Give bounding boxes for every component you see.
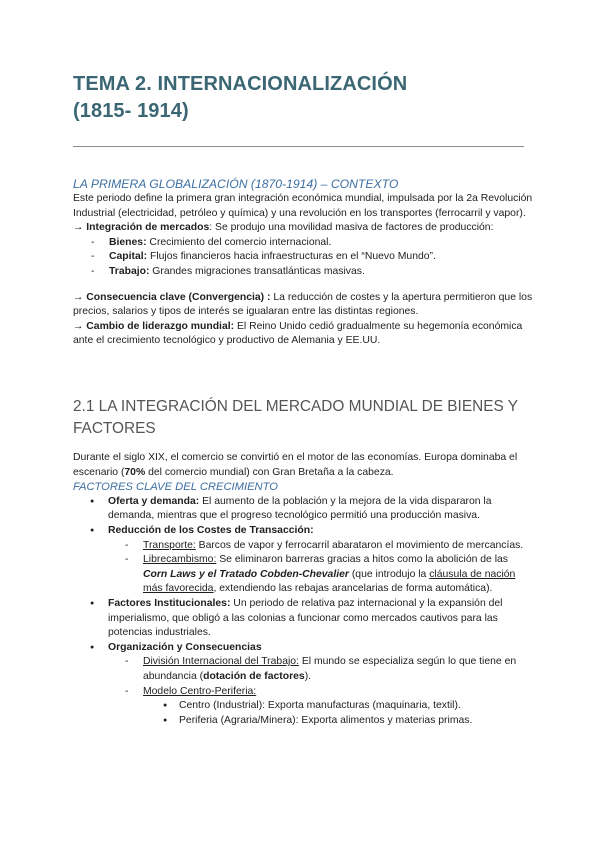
intro-bold: 70% [124,466,146,478]
item-label: Oferta y demanda: [108,495,200,507]
item-label: Organización y Consecuencias [108,641,262,653]
inner-list [143,699,535,728]
section-intro [73,451,535,480]
integration-text: : Se produjo una movilidad masiva de factores de producción: [209,222,494,234]
integration-line [73,221,533,236]
item-label: Modelo Centro-Periferia: [143,685,257,697]
convergence-text: La reducción de costes y la apertura permitieron que los precios, salarios y tipos de interés se igualaran entre las distintas regiones. [73,291,533,318]
item-text: (que introdujo la [348,568,430,580]
title-line-1: TEMA 2. INTERNACIONALIZACIÓN [73,73,408,95]
item-label: Transporte: [143,539,196,551]
list-item [123,539,535,554]
item-text: El aumento de la población y la mejora de la vida dispararon la demanda, mientras que el progreso tecnológico permitió una producción masiva. [108,495,492,522]
arrow-icon: → [73,222,87,234]
list-item [88,597,535,641]
arrow-icon: → [73,320,87,332]
horizontal-rule [73,146,524,147]
integration-label: Integración de mercados [86,222,210,234]
factors-heading: FACTORES CLAVE DEL CRECIMIENTO [73,481,278,494]
item-bold: Corn Laws y el Tratado Cobden-Chevalier [143,568,349,580]
item-label: Factores Institucionales: [108,597,231,609]
intro-text: Durante el siglo XIX, el comercio se convirtió en el motor de las economías. Europa dominaba el escenario ( [73,452,518,478]
context-section [73,176,533,349]
item-text: Crecimiento del comercio internacional. [146,236,332,248]
section-2-body [73,451,535,728]
leadership-text: El Reino Unido cedió gradualmente su hegemonía económica ante el crecimiento tecnológico y productivo de Alemania y EE.UU. [73,320,523,347]
leadership-paragraph [73,320,533,349]
list-item [89,250,533,265]
item-underline: cláusula de nación más favorecida [143,568,516,595]
section-heading: 2.1 LA INTEGRACIÓN DEL MERCADO MUNDIAL DE BIENES Y FACTORES [73,398,518,437]
item-text: Barcos de vapor y ferrocarril abarataron el movimiento de mercancías. [195,539,524,551]
list-item [89,265,533,280]
title-line-2: (1815- 1914) [73,100,189,122]
item-text: Se eliminaron barreras gracias a hitos como la abolición de las [216,554,509,566]
context-intro: Este periodo define la primera gran integración económica mundial, impulsada por la 2a Revolución Industrial (electricidad, petróleo y química) y una revolución en los transportes (ferrocarril y vapor). [73,193,533,219]
list-item: ● Centro (Industrial): Exporta manufacturas (maquinaria, textil). [161,699,535,714]
context-heading: LA PRIMERA GLOBALIZACIÓN (1870-1914) – CONTEXTO [73,177,399,191]
item-text: Grandes migraciones transatlánticas masivas. [149,265,365,277]
item-text: Flujos financieros hacia infraestructuras en el “Nuevo Mundo”. [147,251,436,263]
item-label: Librecambismo: [143,554,217,566]
item-text: Un periodo de relativa paz internacional y la expansión del imperialismo, que obligó a las colonias a funcionar como mercados cautivos para las potencias industriales. [108,597,503,639]
convergence-label: Consecuencia clave (Convergencia) : [86,291,271,303]
arrow-icon: → [73,291,87,303]
convergence-paragraph [73,291,533,320]
list-item [123,655,535,684]
list-item [123,553,535,597]
item-label: Trabajo: [109,265,150,277]
sub-list [108,655,535,728]
sub-list [108,539,535,597]
list-item [88,641,535,729]
intro-text: del comercio mundial) con Gran Bretaña a la cabeza. [145,466,394,478]
item-bold: dotación de factores [203,670,305,682]
leadership-label: Cambio de liderazgo mundial: [86,320,235,332]
list-item [123,685,535,729]
factors-list [73,495,535,729]
item-text: ). [304,670,312,682]
item-label: Capital: [109,251,148,263]
list-item: ● Periferia (Agraria/Minera): Exporta alimentos y materias primas. [161,714,535,729]
item-label: Bienes: [109,236,147,248]
list-item [88,495,535,524]
item-label: División Internacional del Trabajo: [143,656,299,668]
item-text: El mundo se especializa según lo que tiene en abundancia ( [143,656,517,682]
factor-list [73,236,533,280]
list-item [89,236,533,251]
item-text: , extendiendo las rebajas arancelarias de forma automática). [213,583,493,595]
document-title [73,71,407,125]
list-item [88,524,535,597]
item-label: Reducción de los Costes de Transacción: [108,524,314,536]
